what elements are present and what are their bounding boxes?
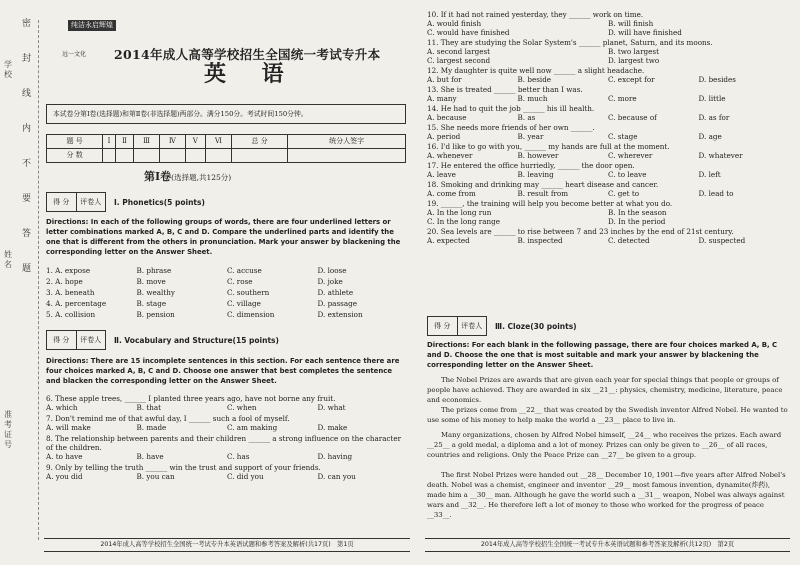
question-stem: 10. If it had not rained yesterday, they ______ work on time. (427, 10, 644, 19)
option: A. will make (46, 423, 91, 432)
option: A. but for (427, 75, 462, 84)
option: D. make (317, 423, 348, 432)
score-cell[interactable] (205, 149, 231, 163)
section-3-title: Ⅲ. Cloze(30 points) (495, 322, 577, 331)
option: C. accuse (227, 266, 262, 275)
question-options (46, 403, 408, 412)
option: D. passage (317, 299, 357, 308)
option: D. can you (317, 472, 356, 481)
right-page (425, 10, 790, 555)
question-options (427, 56, 789, 65)
section-2-title: Ⅱ. Vocabulary and Structure(15 points) (114, 336, 279, 345)
question-stem: 13. She is treated ______ better than I was. (427, 85, 583, 94)
subject-title: 英 语 (204, 61, 298, 87)
score-header: Ⅵ (205, 135, 231, 149)
question-options (427, 113, 789, 122)
score-cell[interactable] (185, 149, 205, 163)
option: A. to have (46, 452, 83, 461)
option: A. you did (46, 472, 83, 481)
option: D. largest two (608, 56, 660, 65)
score-cell[interactable] (134, 149, 159, 163)
question-options (46, 423, 408, 432)
option: B. leaving (517, 170, 554, 179)
grader-box (46, 330, 106, 350)
question-stem: 6. These apple trees, ______ I planted three years ago, have not borne any fruit. (46, 394, 336, 403)
option: C. when (227, 403, 257, 412)
section-1-directions: Directions: In each of the following groups of words, there are four underlined letters or letter combinations marked A, B, C and D. Compare the underlined parts and identify the one that is different from the others in pronunciation. Mark your answer by blackening the corresponding letter on the Answer Sheet. (46, 218, 401, 256)
grader-name: 评卷人 (80, 336, 102, 344)
score-label: 分 数 (47, 149, 103, 163)
question-options (427, 236, 789, 245)
question-stem: 11. They are studying the Solar System's ______ planet, Saturn, and its moons. (427, 38, 713, 47)
option: D. joke (317, 277, 343, 286)
vocab-questions (46, 394, 408, 481)
question-row (46, 310, 408, 319)
option: A. come from (427, 189, 476, 198)
option: C. wherever (608, 151, 653, 160)
question-options (46, 452, 408, 461)
section-1-title: Ⅰ. Phonetics(5 points) (114, 198, 205, 207)
binding-label: 学校 (4, 60, 12, 79)
option: C. except for (608, 75, 655, 84)
question-stem: 14. He had to quit the job ______ his ill health. (427, 104, 595, 113)
question-options (427, 28, 789, 37)
score-header: 总 分 (231, 135, 287, 149)
question-row (46, 288, 408, 297)
score-header: 统分人签字 (288, 135, 406, 149)
score-table (46, 134, 406, 163)
passage-paragraph: The first Nobel Prizes were handed out __28__ December 10, 1901—five years after Alfred Nobel's death. Nobel was a chemist, engineer and inventor __29__ most famous invention, dynamite(炸药), made him a __30__ man. Although he gave the world such a __31__ weapon, Nobel was always against wars and __32__. He therefore left a lot of money to those who worked for the progress of peace __33__. (427, 471, 786, 519)
question-stem: 12. My daughter is quite well now ______ a slight headache. (427, 66, 645, 75)
seal-word: 不 (22, 159, 32, 169)
score-cell[interactable] (288, 149, 406, 163)
option: D. lead to (698, 189, 734, 198)
score-cell[interactable] (115, 149, 134, 163)
option: 3. A. beneath (46, 288, 95, 297)
option: C. has (227, 452, 250, 461)
option: B. however (517, 151, 559, 160)
brand-logo: 纯洁永启辉煌 (68, 20, 116, 31)
option: 5. A. collision (46, 310, 96, 319)
grader-box (427, 316, 487, 336)
option: 2. A. hope (46, 277, 83, 286)
option: B. result from (517, 189, 569, 198)
seal-word: 内 (22, 124, 32, 134)
passage-paragraph: Many organizations, chosen by Alfred Nobel himself, __24__ who receives the prizes. Each award __25__ a gold medal, a diploma and a lot of money. Prizes can only be given to __26__ of all races, countries and religions. Only the Peace Prize can __27__ be given to a group. (427, 431, 782, 459)
option: D. will have finished (608, 28, 682, 37)
option: B. In the season (608, 208, 667, 217)
section-3-directions: Directions: For each blank in the following passage, there are four choices marked A, B, C and D. Choose the one that is most suitable and mark your answer by blackening the corresponding letter on the Answer Sheet. (427, 341, 778, 369)
score-header: Ⅱ (115, 135, 134, 149)
option: C. largest second (427, 56, 491, 65)
question-stem: 9. Only by telling the truth ______ win the trust and support of your friends. (46, 463, 321, 472)
question-options (427, 170, 789, 179)
question-stem: 7. Don't remind me of that awful day, I ______ such a fool of myself. (46, 414, 290, 423)
option: A. which (46, 403, 78, 412)
option: B. wealthy (136, 288, 175, 297)
option: B. that (136, 403, 162, 412)
option: A. whenever (427, 151, 473, 160)
question-options (427, 94, 789, 103)
option: A. In the long run (427, 208, 492, 217)
seal-word: 题 (22, 264, 32, 274)
grader-name: 评卷人 (80, 198, 102, 206)
option: D. extension (317, 310, 363, 319)
option: C. detected (608, 236, 650, 245)
brand-subtitle: 远一文化 (62, 51, 87, 58)
option: B. stage (136, 299, 167, 308)
question-stem: 18. Smoking and drinking may ______ heart disease and cancer. (427, 180, 659, 189)
option: C. stage (608, 132, 638, 141)
option: B. will finish (608, 19, 654, 28)
part-subtitle: (选择题,共125分) (171, 173, 232, 182)
question-stem: 20. Sea levels are ______ to rise between 7 and 23 inches by the end of 21st century. (427, 227, 734, 236)
question-stem: 16. I'd like to go with you, ______ my hands are full at the moment. (427, 142, 670, 151)
grader-score: 得 分 (47, 331, 77, 349)
passage-paragraph: The Nobel Prizes are awards that are given each year for special things that people or groups of people have achieved. They are awarded in six __21__: physics, chemistry, medicine, literature, peace and economics. (427, 376, 783, 404)
grader-name: 评卷人 (461, 322, 483, 330)
option: C. dimension (227, 310, 275, 319)
option: B. made (136, 423, 167, 432)
option: A. second largest (427, 47, 491, 56)
score-header: 题 号 (47, 135, 103, 149)
option: D. loose (317, 266, 347, 275)
option: A. leave (427, 170, 456, 179)
question-stem: 19. ______, the training will help you become better at what you do. (427, 199, 673, 208)
option: B. pension (136, 310, 175, 319)
score-cell[interactable] (159, 149, 185, 163)
question-stem: 17. He entered the office hurriedly, ______ the door open. (427, 161, 635, 170)
binding-label: 姓名 (4, 250, 12, 269)
question-options (427, 217, 789, 226)
question-row (46, 299, 408, 308)
option: B. as (517, 113, 536, 122)
option: B. inspected (517, 236, 563, 245)
score-header: Ⅴ (185, 135, 205, 149)
part-title: 第Ⅰ卷 (144, 170, 172, 183)
score-header: Ⅰ (103, 135, 115, 149)
question-row (46, 277, 408, 286)
question-row (46, 266, 408, 275)
question-options (46, 472, 408, 481)
score-cell[interactable] (231, 149, 287, 163)
option: A. period (427, 132, 461, 141)
grader-box (46, 192, 106, 212)
option: C. to leave (608, 170, 647, 179)
seal-word: 答 (22, 229, 32, 239)
seal-word: 要 (22, 194, 32, 204)
option: B. year (517, 132, 544, 141)
binding-strip (0, 20, 39, 540)
option: D. whatever (698, 151, 743, 160)
seal-word: 线 (22, 89, 32, 99)
vocab-questions-continued (427, 10, 789, 245)
binding-label: 准考证号 (4, 410, 12, 449)
option: B. have (136, 452, 164, 461)
left-page (44, 10, 410, 555)
seal-word: 密 (22, 19, 32, 29)
score-cell[interactable] (103, 149, 115, 163)
option: D. little (698, 94, 726, 103)
option: A. expected (427, 236, 470, 245)
question-options (427, 132, 789, 141)
question-stem: 8. The relationship between parents and their children ______ a strong influence on the character of the children. (46, 434, 402, 452)
option: B. you can (136, 472, 175, 481)
question-options (427, 75, 789, 84)
question-options (427, 208, 789, 217)
option: D. athlete (317, 288, 354, 297)
option: C. more (608, 94, 637, 103)
grader-score: 得 分 (428, 317, 458, 335)
page-footer-left: 2014年成人高等学校招生全国统一考试专升本英语试题和参考答案及解析(共17页) 第1页 (44, 538, 410, 552)
passage-paragraph: The prizes come from __22__ that was created by the Swedish inventor Alfred Nobel. He wanted to use some of his money to help make the world a __23__ place to live in. (427, 406, 788, 424)
option: C. village (227, 299, 261, 308)
option: C. In the long range (427, 217, 500, 226)
option: 1. A. expose (46, 266, 91, 275)
option: B. phrase (136, 266, 172, 275)
option: C. rose (227, 277, 253, 286)
grader-score: 得 分 (47, 193, 77, 211)
option: A. would finish (427, 19, 482, 28)
question-stem: 15. She needs more friends of her own ______. (427, 123, 595, 132)
option: D. what (317, 403, 346, 412)
option: B. beside (517, 75, 552, 84)
option: D. left (698, 170, 721, 179)
option: C. did you (227, 472, 264, 481)
option: A. because (427, 113, 467, 122)
score-header: Ⅳ (159, 135, 185, 149)
part-one-title (144, 172, 231, 182)
option: D. suspected (698, 236, 746, 245)
page-footer-right: 2014年成人高等学校招生全国统一考试专升本英语试题和参考答案及解析(共12页) 第2页 (425, 538, 790, 552)
option: D. besides (698, 75, 736, 84)
question-options (427, 151, 789, 160)
option: A. many (427, 94, 457, 103)
option: C. am making (227, 423, 278, 432)
question-options (427, 19, 789, 28)
option: D. age (698, 132, 722, 141)
exam-notice: 本试卷分第Ⅰ卷(选择题)和第Ⅱ卷(非选择题)两部分。满分150分。考试时间150分钟。 (46, 104, 406, 124)
option: D. having (317, 452, 353, 461)
option: C. because of (608, 113, 657, 122)
section-2-directions: Directions: There are 15 incomplete sentences in this section. For each sentence there are four choices marked A, B, C and D. Choose one answer that best completes the sentence and blacken the corresponding letter on the Answer Sheet. (46, 357, 400, 385)
option: 4. A. percentage (46, 299, 107, 308)
question-options (427, 47, 789, 56)
exam-title: 2014年成人高等学校招生全国统一考试专升本 (114, 47, 381, 62)
option: C. would have finished (427, 28, 510, 37)
option: D. as for (698, 113, 730, 122)
question-options (427, 189, 789, 198)
option: C. southern (227, 288, 270, 297)
option: D. In the period (608, 217, 666, 226)
phonetics-questions (46, 266, 408, 319)
score-header: Ⅲ (134, 135, 159, 149)
option: B. two largest (608, 47, 659, 56)
option: C. get to (608, 189, 640, 198)
seal-word: 封 (22, 54, 32, 64)
option: B. much (517, 94, 548, 103)
option: B. move (136, 277, 166, 286)
seal-line-words (22, 20, 32, 300)
